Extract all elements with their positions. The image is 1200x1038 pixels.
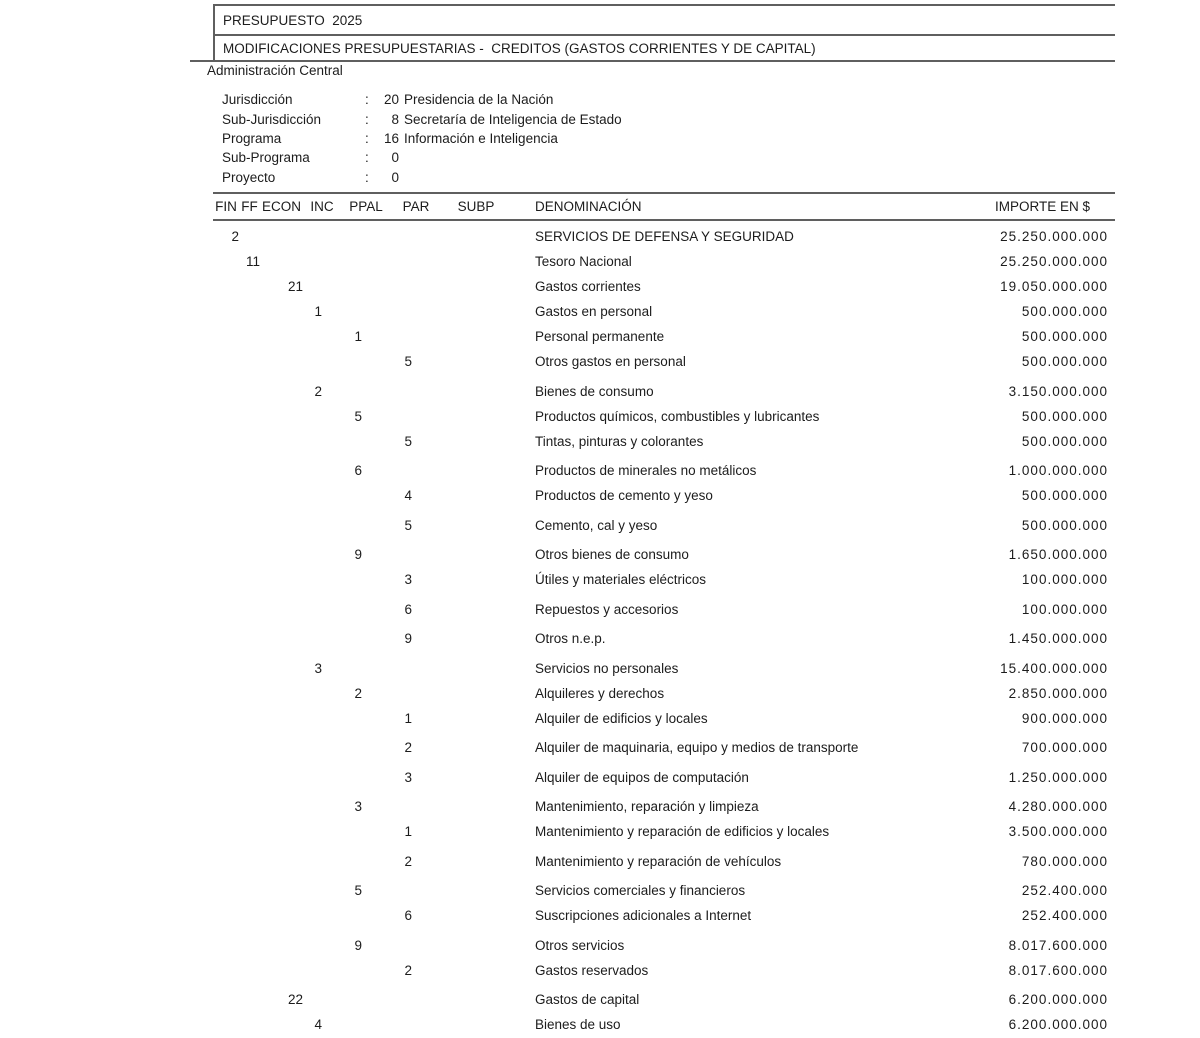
table-row — [213, 483, 1108, 508]
meta-colon: : — [365, 130, 369, 146]
cell-par: 1 — [404, 824, 412, 839]
table-row — [213, 878, 1108, 903]
table-row — [213, 765, 1108, 790]
cell-denominacion: Servicios comerciales y financieros — [535, 883, 746, 898]
cell-denominacion: Otros servicios — [535, 937, 625, 953]
cell-inc: 3 — [314, 660, 322, 676]
cell-par: 2 — [404, 962, 412, 978]
column-header-ppal: PPAL — [349, 199, 383, 214]
table-row — [213, 849, 1108, 874]
cell-ppal: 5 — [354, 408, 362, 424]
meta-block — [222, 90, 622, 187]
cell-denominacion: Repuestos y accesorios — [535, 601, 679, 617]
cell-denominacion: Alquiler de equipos de computación — [535, 769, 749, 785]
table-row — [213, 794, 1108, 819]
cell-inc: 2 — [314, 383, 322, 399]
cell-importe: 500.000.000 — [1021, 304, 1108, 319]
cell-importe: 500.000.000 — [1021, 488, 1108, 503]
cell-denominacion: Bienes de uso — [535, 1017, 621, 1032]
column-header-importe: IMPORTE EN $ — [994, 199, 1090, 214]
table-row — [213, 513, 1108, 538]
table-row — [213, 735, 1108, 760]
cell-importe: 2.850.000.000 — [1008, 685, 1108, 701]
cell-denominacion: Mantenimiento y reparación de vehículos — [535, 853, 782, 869]
table-row — [213, 597, 1108, 622]
cell-denominacion: Mantenimiento, reparación y limpieza — [535, 799, 759, 814]
cell-denominacion: Tesoro Nacional — [535, 254, 632, 269]
table-row — [213, 379, 1108, 404]
column-header-denominacion: DENOMINACIÓN — [535, 199, 642, 214]
table-row — [213, 681, 1108, 706]
cell-importe: 3.150.000.000 — [1008, 383, 1108, 399]
table-row — [213, 349, 1108, 374]
cell-denominacion: Gastos en personal — [535, 304, 653, 319]
cell-par: 5 — [404, 433, 412, 449]
column-header-fin: FIN — [215, 199, 237, 214]
cell-importe: 500.000.000 — [1021, 433, 1108, 449]
meta-row-programa — [222, 129, 622, 148]
cell-ppal: 9 — [354, 547, 362, 562]
table-row — [213, 903, 1108, 928]
section-label: Administración Central — [207, 63, 343, 78]
cell-ff: 11 — [245, 254, 260, 269]
cell-denominacion: Útiles y materiales eléctricos — [535, 572, 707, 587]
cell-importe: 1.650.000.000 — [1008, 547, 1108, 562]
cell-par: 5 — [404, 354, 412, 369]
column-header-econ: ECON — [261, 199, 301, 214]
column-header-ff: FF — [241, 199, 258, 214]
table-row — [213, 542, 1108, 567]
meta-label: Programa — [222, 130, 282, 146]
cell-importe: 8.017.600.000 — [1008, 962, 1108, 978]
cell-denominacion: Personal permanente — [535, 329, 665, 344]
meta-name: Secretaría de Inteligencia de Estado — [404, 111, 622, 127]
table-row — [213, 626, 1108, 651]
cell-denominacion: Tintas, pinturas y colorantes — [535, 433, 704, 449]
cell-importe: 8.017.600.000 — [1008, 937, 1108, 953]
table-row — [213, 958, 1108, 983]
table-row — [213, 933, 1108, 958]
table-row — [213, 987, 1108, 1012]
cell-par: 2 — [404, 853, 412, 869]
meta-row-sub-programa — [222, 148, 622, 167]
cell-denominacion: Otros bienes de consumo — [535, 547, 689, 562]
meta-number: 0 — [391, 150, 399, 166]
table-body — [213, 224, 1115, 1037]
meta-row-proyecto — [222, 168, 622, 187]
meta-label: Jurisdicción — [222, 92, 293, 108]
cell-econ: 22 — [287, 992, 303, 1007]
table-row — [213, 706, 1108, 731]
meta-label: Sub-Jurisdicción — [222, 111, 322, 127]
page-title: PRESUPUESTO 2025 — [223, 12, 363, 28]
cell-importe: 25.250.000.000 — [1000, 254, 1108, 269]
meta-colon: : — [365, 169, 369, 185]
cell-par: 4 — [404, 488, 412, 503]
table-row — [213, 299, 1108, 324]
cell-importe: 4.280.000.000 — [1008, 799, 1108, 814]
column-header-subp: SUBP — [457, 199, 495, 214]
cell-par: 3 — [404, 769, 412, 785]
cell-inc: 4 — [314, 1017, 322, 1032]
title-box — [213, 4, 1115, 36]
cell-importe: 252.400.000 — [1021, 883, 1108, 898]
cell-importe: 1.450.000.000 — [1008, 631, 1108, 646]
cell-importe: 3.500.000.000 — [1008, 824, 1108, 839]
cell-econ: 21 — [287, 279, 303, 294]
meta-row-sub-jurisdiccion — [222, 109, 622, 128]
cell-importe: 6.200.000.000 — [1008, 992, 1108, 1007]
cell-importe: 700.000.000 — [1021, 740, 1108, 755]
cell-importe: 252.400.000 — [1021, 908, 1108, 923]
meta-colon: : — [365, 150, 369, 166]
meta-name: Información e Inteligencia — [404, 130, 558, 146]
cell-denominacion: Productos químicos, combustibles y lubricantes — [535, 408, 820, 424]
table-row — [213, 249, 1108, 274]
table-row — [213, 274, 1108, 299]
cell-denominacion: Gastos reservados — [535, 962, 649, 978]
table-row — [213, 1012, 1108, 1037]
cell-importe: 100.000.000 — [1021, 572, 1108, 587]
table-row — [213, 429, 1108, 454]
meta-colon: : — [365, 92, 369, 108]
cell-denominacion: Otros gastos en personal — [535, 354, 686, 369]
cell-ppal: 9 — [354, 937, 362, 953]
cell-fin: 2 — [231, 229, 239, 244]
cell-ppal: 2 — [354, 685, 362, 701]
meta-name: Presidencia de la Nación — [404, 92, 554, 108]
table-row — [213, 404, 1108, 429]
meta-number: 0 — [391, 169, 399, 185]
meta-number: 16 — [383, 130, 399, 146]
cell-denominacion: Cemento, cal y yeso — [535, 517, 658, 533]
table-row — [213, 819, 1108, 844]
cell-par: 6 — [404, 601, 412, 617]
cell-denominacion: Bienes de consumo — [535, 383, 654, 399]
cell-importe: 6.200.000.000 — [1008, 1017, 1108, 1032]
table-row — [213, 656, 1108, 681]
cell-denominacion: Suscripciones adicionales a Internet — [535, 908, 752, 923]
cell-importe: 100.000.000 — [1021, 601, 1108, 617]
cell-denominacion: Mantenimiento y reparación de edificios y locales — [535, 824, 830, 839]
cell-importe: 500.000.000 — [1021, 329, 1108, 344]
cell-importe: 1.250.000.000 — [1008, 769, 1108, 785]
cell-importe: 780.000.000 — [1021, 853, 1108, 869]
cell-importe: 500.000.000 — [1021, 517, 1108, 533]
cell-importe: 900.000.000 — [1021, 710, 1108, 726]
column-header-inc: INC — [310, 199, 334, 214]
cell-denominacion: Servicios no personales — [535, 660, 679, 676]
table-row — [213, 458, 1108, 483]
cell-importe: 25.250.000.000 — [1000, 229, 1108, 244]
cell-importe: 19.050.000.000 — [1000, 279, 1108, 294]
meta-number: 20 — [383, 92, 399, 108]
cell-par: 1 — [404, 710, 412, 726]
cell-denominacion: Alquileres y derechos — [535, 685, 665, 701]
cell-inc: 1 — [314, 304, 322, 319]
cell-ppal: 6 — [354, 463, 362, 478]
cell-importe: 15.400.000.000 — [1000, 660, 1108, 676]
cell-denominacion: Alquiler de edificios y locales — [535, 710, 708, 726]
meta-label: Proyecto — [222, 169, 276, 185]
cell-denominacion: Productos de cemento y yeso — [535, 488, 713, 503]
cell-denominacion: SERVICIOS DE DEFENSA Y SEGURIDAD — [535, 229, 794, 244]
cell-denominacion: Alquiler de maquinaria, equipo y medios de transporte — [535, 740, 859, 755]
page-subtitle: MODIFICACIONES PRESUPUESTARIAS - CREDITOS (GASTOS CORRIENTES Y DE CAPITAL) — [223, 41, 816, 56]
cell-par: 9 — [404, 631, 412, 646]
meta-row-jurisdiccion — [222, 90, 622, 109]
cell-importe: 500.000.000 — [1021, 354, 1108, 369]
cell-denominacion: Productos de minerales no metálicos — [535, 463, 757, 478]
subtitle-box — [213, 36, 1115, 61]
cell-ppal: 1 — [354, 329, 362, 344]
cell-denominacion: Gastos de capital — [535, 992, 640, 1007]
section-divider — [190, 60, 1115, 62]
table-header — [213, 192, 1115, 221]
cell-par: 5 — [404, 517, 412, 533]
meta-number: 8 — [391, 111, 399, 127]
table-row — [213, 224, 1108, 249]
column-header-par: PAR — [402, 199, 430, 214]
meta-label: Sub-Programa — [222, 150, 310, 166]
cell-par: 6 — [404, 908, 412, 923]
cell-ppal: 3 — [354, 799, 362, 814]
cell-importe: 1.000.000.000 — [1008, 463, 1108, 478]
cell-ppal: 5 — [354, 883, 362, 898]
cell-importe: 500.000.000 — [1021, 408, 1108, 424]
meta-colon: : — [365, 111, 369, 127]
cell-denominacion: Otros n.e.p. — [535, 631, 606, 646]
cell-denominacion: Gastos corrientes — [535, 279, 641, 294]
cell-par: 3 — [404, 572, 412, 587]
cell-par: 2 — [404, 740, 412, 755]
table-row — [213, 324, 1108, 349]
table-row — [213, 567, 1108, 592]
